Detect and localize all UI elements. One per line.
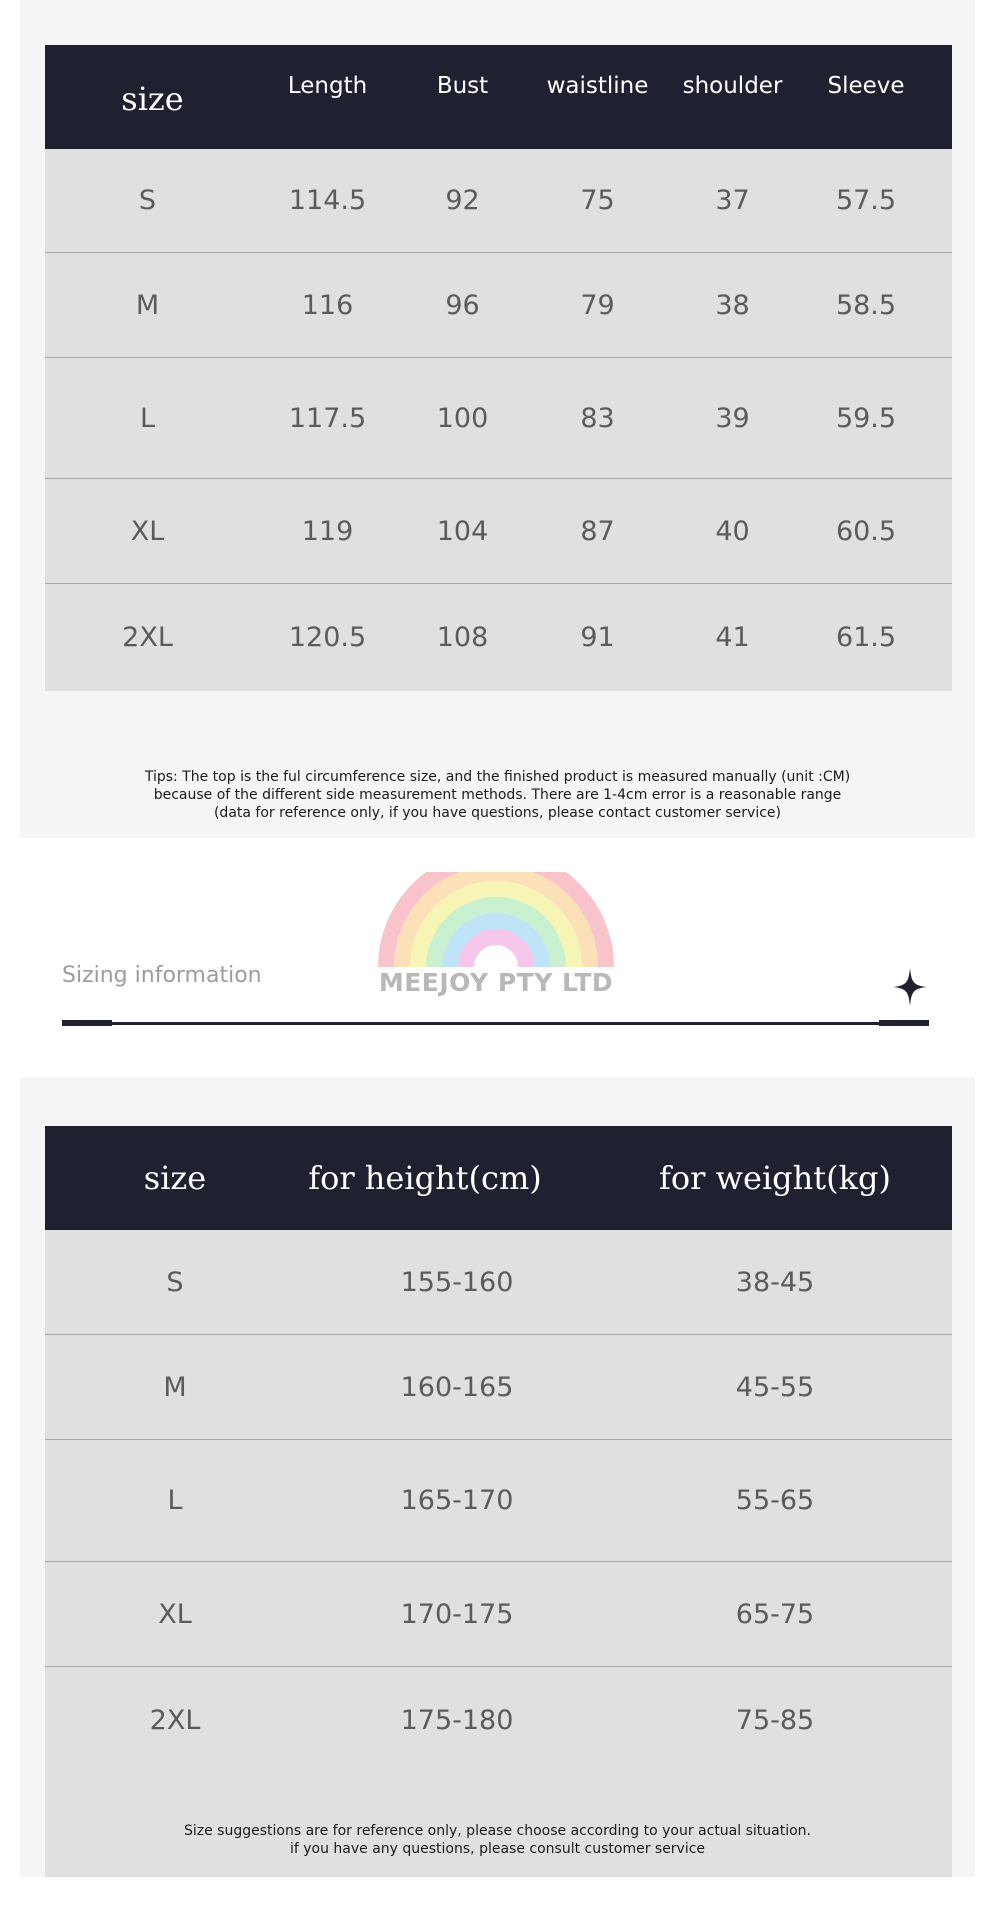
cell-bust: 96	[445, 289, 480, 321]
cell-height: 165-170	[400, 1485, 514, 1516]
header-length: Length	[287, 73, 368, 99]
cell-waistline: 79	[580, 289, 615, 321]
cell-length: 114.5	[288, 185, 367, 216]
cell-height: 175-180	[400, 1704, 514, 1736]
cell-sleeve: 61.5	[835, 622, 897, 653]
table-row	[45, 1440, 952, 1562]
cell-height: 155-160	[400, 1266, 514, 1298]
cell-bust: 92	[445, 185, 480, 216]
cell-length: 119	[301, 515, 354, 547]
measurement-table	[45, 45, 952, 691]
header-waistline: waistline	[546, 73, 649, 99]
cell-size: M	[135, 289, 160, 321]
cell-shoulder: 37	[715, 185, 750, 216]
size-guide-tips	[0, 1822, 995, 1858]
tips-line: Size suggestions are for reference only, please choose according to your actual situation.	[183, 1823, 811, 1839]
header-bust: Bust	[436, 73, 489, 99]
table-row	[45, 1230, 952, 1335]
table-row	[45, 358, 952, 479]
cell-height: 160-165	[400, 1371, 514, 1403]
table-row	[45, 1562, 952, 1667]
cell-sleeve: 59.5	[835, 402, 897, 434]
cell-weight: 75-85	[735, 1704, 815, 1736]
cell-shoulder: 40	[715, 515, 750, 547]
cell-weight: 45-55	[735, 1371, 815, 1403]
table-row	[45, 253, 952, 358]
tips-line: if you have any questions, please consult customer service	[289, 1841, 706, 1857]
cell-weight: 55-65	[735, 1485, 815, 1516]
cell-waistline: 91	[580, 622, 615, 653]
tips-line: Tips: The top is the ful circumference size, and the finished product is measured manually (unit :CM)	[144, 769, 851, 785]
cell-bust: 104	[436, 515, 489, 547]
cell-sleeve: 57.5	[835, 185, 897, 216]
cell-size: L	[139, 402, 156, 434]
cell-size: S	[138, 185, 157, 216]
cell-size: L	[167, 1485, 183, 1516]
cell-sleeve: 60.5	[835, 515, 897, 547]
cell-size: 2XL	[149, 1704, 201, 1736]
divider-cap-right	[879, 1020, 929, 1026]
cell-sleeve: 58.5	[835, 289, 897, 321]
cell-size: S	[166, 1266, 184, 1298]
cell-length: 116	[301, 289, 354, 321]
size-guide-header	[45, 1126, 952, 1230]
cell-weight: 38-45	[735, 1266, 815, 1298]
cell-shoulder: 38	[715, 289, 750, 321]
section-title: Sizing information	[62, 963, 262, 988]
header-shoulder: shoulder	[682, 73, 783, 99]
cell-shoulder: 41	[715, 622, 750, 653]
header-size: size	[143, 1159, 207, 1197]
cell-shoulder: 39	[715, 402, 750, 434]
header-height: for height(cm)	[308, 1159, 542, 1197]
cell-waistline: 75	[580, 185, 615, 216]
table-row	[45, 149, 952, 253]
measurement-table-header	[45, 45, 952, 149]
measurement-tips	[0, 768, 995, 822]
company-watermark: MEEJOY PTY LTD	[378, 968, 614, 997]
cell-weight: 65-75	[735, 1598, 815, 1630]
tips-line: because of the different side measurement methods. There are 1-4cm error is a reasonable range	[153, 787, 842, 803]
divider-cap-left	[62, 1020, 112, 1026]
cell-size: M	[163, 1371, 187, 1403]
header-size: size	[121, 80, 184, 118]
cell-size: 2XL	[122, 622, 173, 653]
header-weight: for weight(kg)	[659, 1159, 891, 1197]
section-divider	[62, 1022, 929, 1025]
cell-size: XL	[158, 1598, 192, 1630]
table-row	[45, 1335, 952, 1440]
cell-waistline: 83	[580, 402, 615, 434]
cell-length: 120.5	[288, 622, 367, 653]
header-sleeve: Sleeve	[827, 73, 905, 99]
cell-bust: 100	[436, 402, 489, 434]
table-row	[45, 479, 952, 584]
size-guide-table	[45, 1126, 952, 1877]
cell-height: 170-175	[400, 1598, 514, 1630]
cell-waistline: 87	[580, 515, 615, 547]
cell-length: 117.5	[288, 402, 367, 434]
table-row	[45, 584, 952, 691]
cell-bust: 108	[436, 622, 489, 653]
sparkle-icon	[893, 968, 927, 1006]
cell-size: XL	[130, 515, 165, 547]
tips-line: (data for reference only, if you have questions, please contact customer service)	[213, 805, 782, 821]
